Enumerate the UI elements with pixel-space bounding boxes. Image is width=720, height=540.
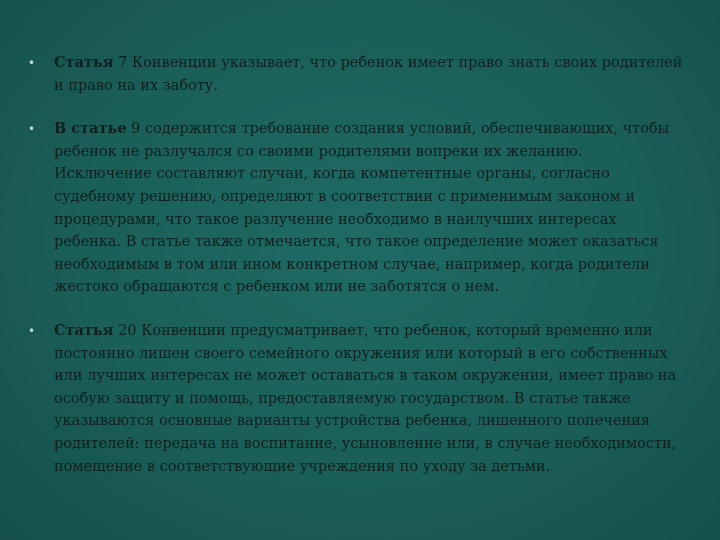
bullet-list [24,52,684,499]
bullet-lead: Статья [54,54,114,71]
bullet-item-article-9 [24,118,684,299]
bullet-icon: • [28,56,36,70]
bullet-lead: В статье [54,120,127,138]
bullet-text: 20 Конвенции предусматривает, что ребенок, который временно или постоянно лишен своего семейного окружения или который в его собственных или лучших интересах не может оставаться в таком окружении, имеет право на особую защиту и помощь, предоставляемую государством. В статье также указываются основные варианты устройства ребенка, лишенного попечения родителей: передача на воспитание, усыновление или, в случае необходимости, помещение в соответствующие учреждения по уходу за детьми. [54,322,677,475]
bullet-text: 7 Конвенции указывает, что ребенок имеет право знать своих родителей и право на их заботу. [54,55,683,94]
bullet-item-article-7 [24,52,684,97]
bullet-text: 9 содержится требование создания условий, обеспечивающих, чтобы ребенок не разлучался со своими родителями вопреки их желанию. Исключение составляют случаи, когда компетентные органы, согласно судебному решению, определяют в соответствии с применимым законом и процедурами, что такое разлучение необходимо в наилучших интересах ребенка. В статье также отмечается, что такое определение может оказаться необходимым в том или ином конкретном случае, например, когда родители жестоко обращаются с ребенком или не заботятся о нем. [54,121,670,296]
bullet-icon: • [28,122,36,137]
bullet-lead: Статья [54,321,114,339]
bullet-item-article-20 [24,320,684,478]
bullet-icon: • [28,323,36,338]
